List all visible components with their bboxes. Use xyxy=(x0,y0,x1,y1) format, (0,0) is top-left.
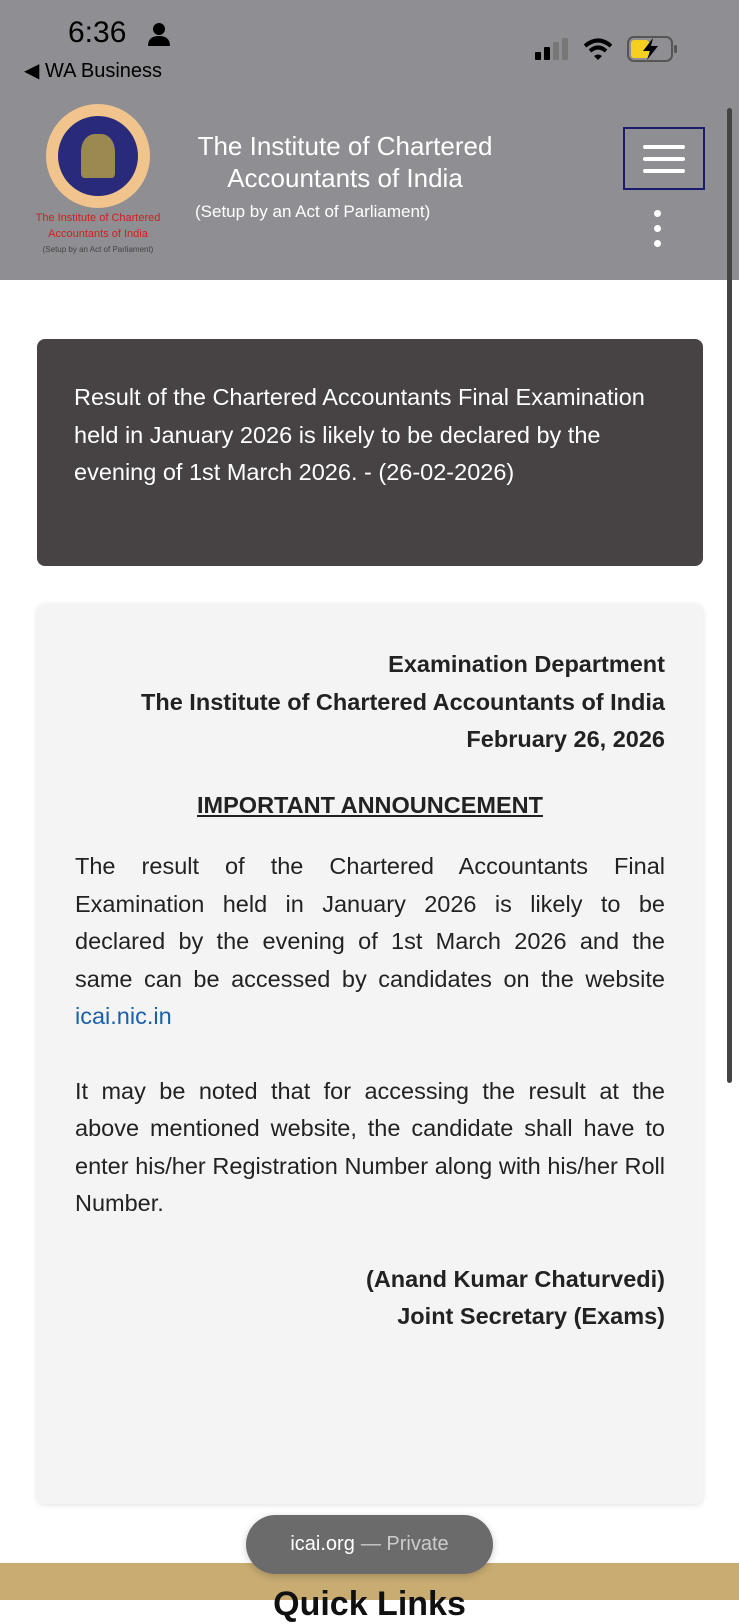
site-subtitle: (Setup by an Act of Parliament) xyxy=(195,202,431,221)
status-time: 6:36 xyxy=(68,16,127,49)
signatory-name: (Anand Kumar Chaturvedi) xyxy=(366,1265,665,1292)
department: Examination Department xyxy=(388,651,665,677)
url-bar-pill[interactable]: icai.org — Private xyxy=(246,1515,493,1574)
organisation: The Institute of Chartered Accountants of India xyxy=(141,688,665,715)
announcement-date: February 26, 2026 xyxy=(466,726,665,752)
website-link[interactable]: icai.nic.in xyxy=(75,1003,172,1029)
announcement-heading: IMPORTANT ANNOUNCEMENT xyxy=(197,791,543,818)
back-to-app-link[interactable]: ◀ WA Business xyxy=(24,60,163,82)
scrollbar[interactable] xyxy=(727,108,732,1083)
battery-charging-icon xyxy=(627,36,679,62)
person-icon xyxy=(148,22,170,46)
announcement-paragraph-2: It may be noted that for accessing the result at the above mentioned website, the candidate shall have to enter his/her Registration Number along with his/her Roll Number. xyxy=(75,1077,665,1216)
announcement-paragraph-1: The result of the Chartered Accountants Final Examination held in January 2026 is likely to be declared by the evening of 1st March 2026 and the same can be accessed by candidates on the website icai.nic.in xyxy=(75,853,665,1029)
logo-caption: The Institute of Chartered Accountants of India (Setup by an Act of Parliament) xyxy=(35,212,161,254)
header-bar xyxy=(0,0,739,280)
signal-icon xyxy=(535,38,569,60)
wifi-icon xyxy=(583,38,613,60)
icai-logo[interactable] xyxy=(46,104,150,208)
announcement-card xyxy=(37,604,703,1504)
site-title: The Institute of Chartered Accountants of India xyxy=(197,131,493,193)
quick-links-section: Quick Links xyxy=(0,1563,739,1600)
news-notice[interactable]: Result of the Chartered Accountants Final Examination held in January 2026 is likely to be declared by the evening of 1st March 2026. - (26-02-2026) xyxy=(37,339,703,566)
hamburger-menu-button[interactable] xyxy=(623,127,705,190)
signatory-designation: Joint Secretary (Exams) xyxy=(397,1303,665,1329)
more-options-icon[interactable] xyxy=(654,210,661,247)
